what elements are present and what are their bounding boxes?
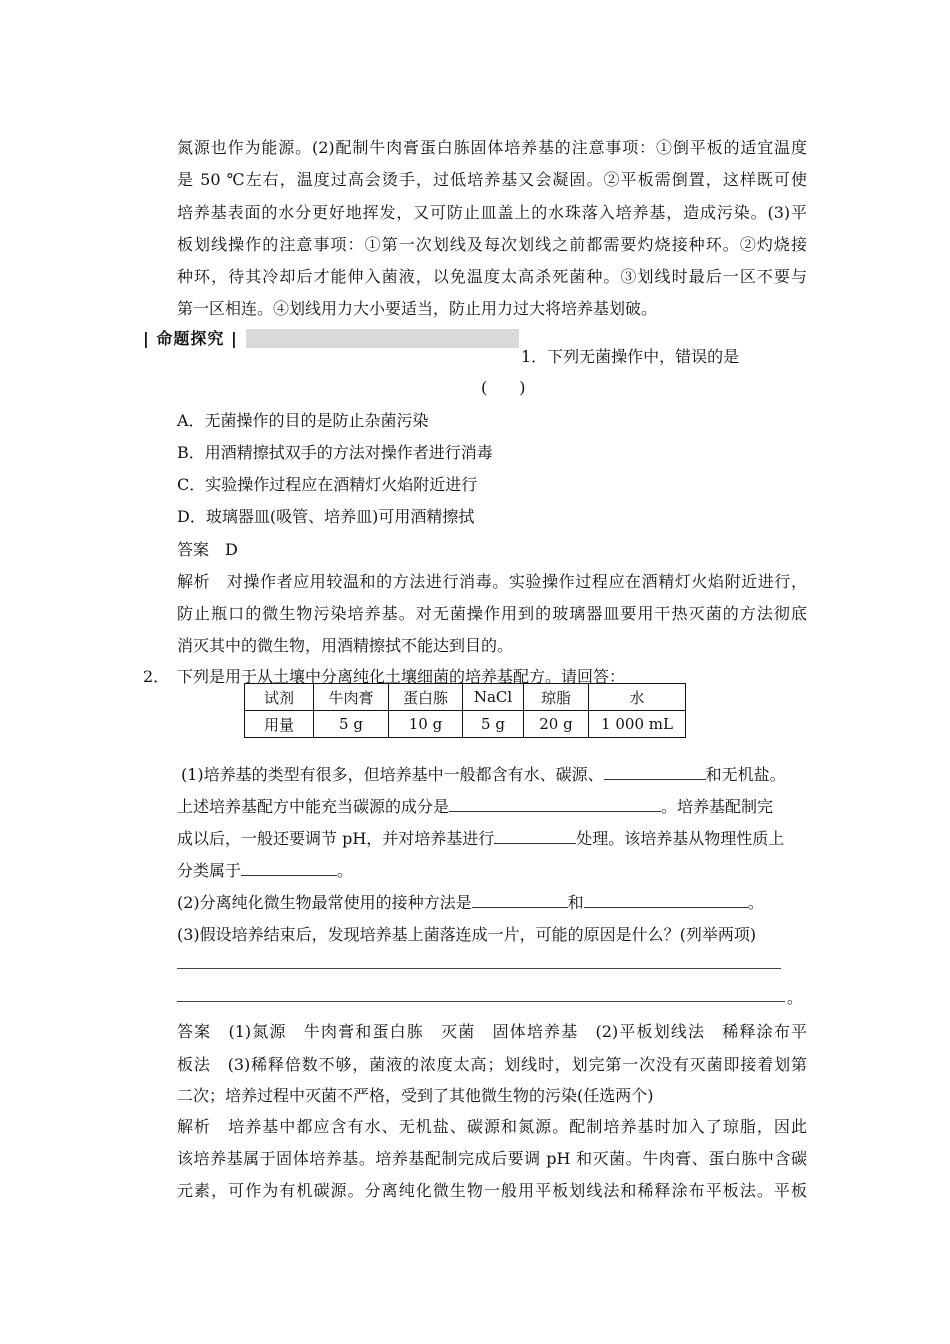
q2-sub2-text: 和: [567, 893, 584, 912]
answer-blank[interactable]: [472, 893, 568, 908]
table-cell: 10 g: [389, 711, 463, 738]
q2-stem: 下列是用于从土壤中分离纯化土壤细菌的培养基配方。请回答：: [177, 667, 626, 686]
q2-sub1-line-2: [177, 797, 773, 817]
q2-number: 2．: [143, 667, 170, 686]
table-cell: 用量: [245, 711, 314, 738]
intro-line-6: 第一区相连。④划线用力大小要适当，防止用力过大将培养基划破。: [177, 299, 658, 318]
q2-sub1-line-4: [177, 861, 353, 881]
answer-line[interactable]: [177, 968, 781, 969]
q2-sub2-text: 。: [747, 893, 764, 912]
q2-sub3: (3)假设培养结束后，发现培养基上菌落连成一片，可能的原因是什么？(列举两项): [177, 925, 757, 944]
q1-option-c: C．实验操作过程应在酒精灯火焰附近进行: [177, 475, 478, 494]
table-header-row: [245, 684, 686, 711]
q2-sub1-text: 分类属于: [177, 861, 242, 880]
q2-sub1-line-1: [181, 765, 786, 785]
table-cell: 5 g: [314, 711, 389, 738]
table-header-cell: 琼脂: [524, 684, 589, 711]
q2-answer-line-1: 答案 (1)氮源 牛肉膏和蛋白胨 灭菌 固体培养基 (2)平板划线法 稀释涂布平: [177, 1022, 807, 1041]
q1-analysis-line-2: 防止瓶口的微生物污染培养基。对无菌操作用到的玻璃器皿要用干热灭菌的方法彻底: [177, 604, 807, 623]
q2-sub3-end: 。: [787, 988, 804, 1007]
q2-sub1-text: 。: [337, 861, 354, 880]
q2-answer-line-2: 板法 (3)稀释倍数不够，菌液的浓度太高；划线时，划完第一次没有灭菌即接着划第: [177, 1055, 807, 1074]
q1-analysis-line-3: 消灭其中的微生物，用酒精擦拭不能达到目的。: [177, 636, 514, 655]
q2-sub2-text: (2)分离纯化微生物最常使用的接种方法是: [177, 893, 472, 912]
q2-analysis-line-1: 解析 培养基中都应含有水、无机盐、碳源和氮源。配制培养基时加入了琼脂，因此: [177, 1117, 807, 1136]
section-title: | 命题探究 |: [143, 329, 246, 348]
q2-sub1-text: 和无机盐。: [705, 765, 786, 784]
table-header-cell: NaCl: [463, 684, 524, 711]
q2-analysis-line-2: 该培养基属于固体培养基。培养基配制完成后要调 pH 和灭菌。牛肉膏、蛋白胨中含碳: [177, 1149, 807, 1168]
q1-option-a: A．无菌操作的目的是防止杂菌污染: [177, 411, 429, 430]
answer-blank[interactable]: [449, 797, 661, 812]
answer-blank[interactable]: [241, 861, 337, 876]
table-cell: 1 000 mL: [589, 711, 686, 738]
q1-answer-paren: ( ): [481, 378, 526, 397]
q2-answer-line-3: 二次；培养过程中灭菌不严格，受到了其他微生物的污染(任选两个): [177, 1086, 654, 1105]
table-header-cell: 蛋白胨: [389, 684, 463, 711]
q1-option-d: D．玻璃器皿(吸管、培养皿)可用酒精擦拭: [177, 507, 475, 526]
table-row: [245, 711, 686, 738]
q1-stem: 1．下列无菌操作中，错误的是: [521, 347, 740, 366]
q2-sub1-text: 成以后，一般还要调节 pH，并对培养基进行: [177, 829, 495, 848]
q2-sub1-text: 上述培养基配方中能充当碳源的成分是: [177, 797, 450, 816]
table-header-cell: 牛肉膏: [314, 684, 389, 711]
intro-line-2: 是 50 ℃左右，温度过高会烫手，过低培养基又会凝固。②平板需倒置，这样既可使: [177, 170, 807, 189]
intro-line-5: 种环，待其冷却后才能伸入菌液，以免温度太高杀死菌种。③划线时最后一区不要与: [177, 267, 807, 286]
answer-blank[interactable]: [584, 893, 748, 908]
q1-analysis-line-1: 解析 对操作者应用较温和的方法进行消毒。实验操作过程应在酒精灯火焰附近进行，: [177, 572, 807, 591]
section-title-text: 命题探究: [156, 329, 225, 348]
intro-line-3: 培养基表面的水分更好地挥发，又可防止皿盖上的水珠落入培养基，造成污染。(3)平: [177, 203, 807, 222]
q1-answer: 答案 D: [177, 540, 238, 559]
intro-line-1: 氮源也作为能源。(2)配制牛肉膏蛋白胨固体培养基的注意事项：①倒平板的适宜温度: [177, 138, 807, 157]
answer-blank[interactable]: [604, 765, 706, 780]
q1-option-b: B．用酒精擦拭双手的方法对操作者进行消毒: [177, 443, 493, 462]
q2-sub1-text: (1)培养基的类型有很多，但培养基中一般都含有水、碳源、: [181, 765, 604, 784]
table-cell: 5 g: [463, 711, 524, 738]
table-header-cell: 水: [589, 684, 686, 711]
answer-blank[interactable]: [494, 829, 576, 844]
intro-line-4: 板划线操作的注意事项：①第一次划线及每次划线之前都需要灼烧接种环。②灼烧接: [177, 235, 807, 254]
q2-sub2: [177, 893, 764, 913]
q2-analysis-line-3: 元素，可作为有机碳源。分离纯化微生物一般用平板划线法和稀释涂布平板法。平板: [177, 1181, 807, 1200]
medium-formula-table: [244, 683, 686, 738]
table-header-cell: 试剂: [245, 684, 314, 711]
answer-line[interactable]: [177, 1001, 785, 1002]
table-cell: 20 g: [524, 711, 589, 738]
q2-sub1-text: 。培养基配制完: [661, 797, 774, 816]
q2-sub1-line-3: [177, 829, 784, 849]
q2-sub1-text: 处理。该培养基从物理性质上: [576, 829, 785, 848]
